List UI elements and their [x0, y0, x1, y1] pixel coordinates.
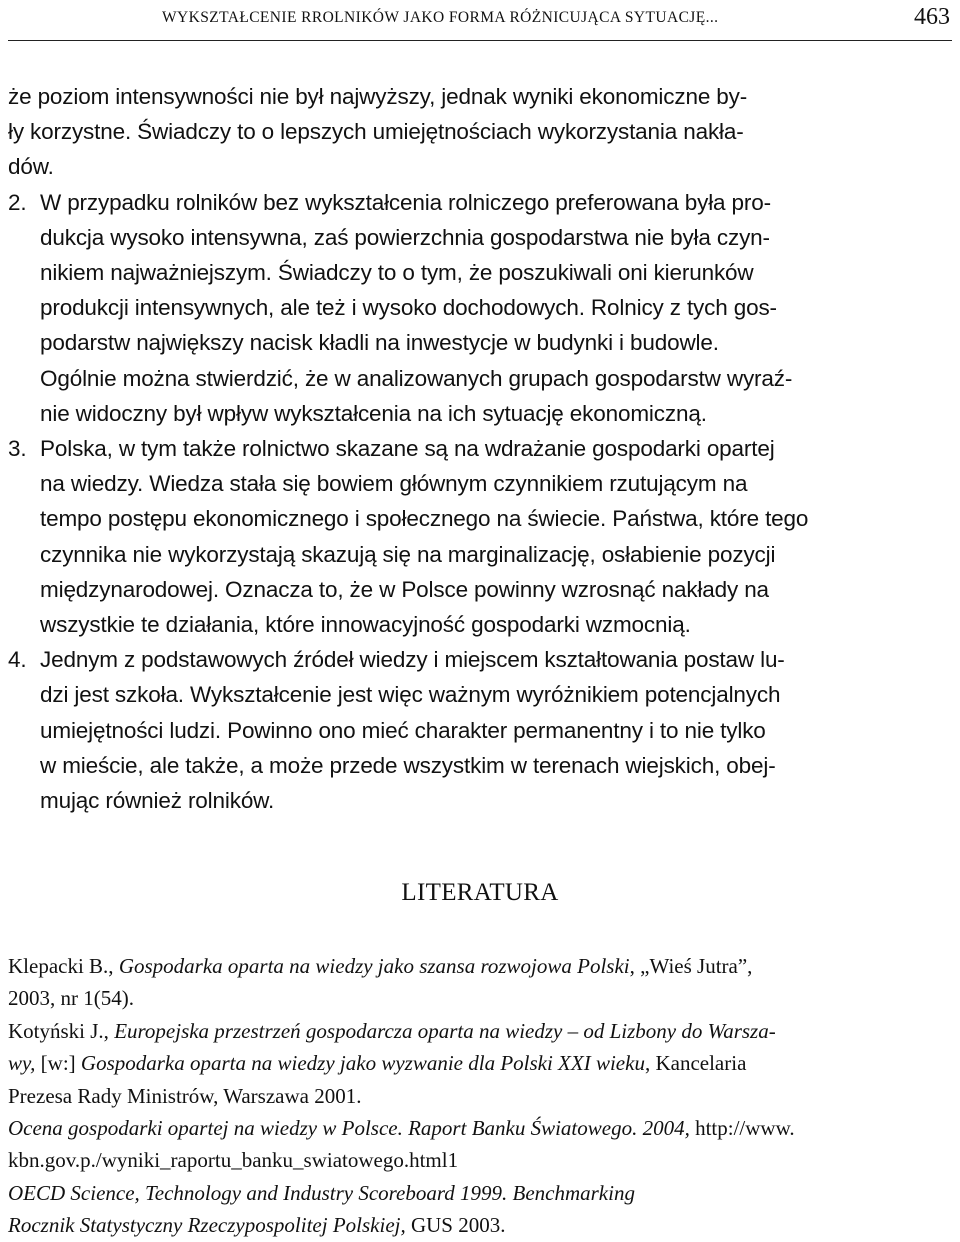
reference-line: [8, 950, 958, 982]
reference-line: Prezesa Rady Ministrów, Warszawa 2001.: [8, 1083, 362, 1108]
reference-title: wy,: [8, 1051, 36, 1076]
reference-klepacki: [8, 950, 958, 1015]
text-line: podarstw największy nacisk kładli na inwestycje w budynki i budowle.: [40, 330, 719, 356]
reference-author: Klepacki B.,: [8, 954, 114, 978]
text-line: wszystkie te działania, które innowacyjność gospodarki wzmocnią.: [40, 612, 691, 638]
text-line: nie widoczny był wpływ wykształcenia na ich sytuację ekonomiczną.: [40, 400, 707, 426]
reference-in: [w:]: [35, 1051, 81, 1076]
text-line: nikiem najważniejszym. Świadczy to o tym, że poszukiwali oni kierunków: [40, 260, 754, 286]
text-line: na wiedzy. Wiedza stała się bowiem głównym czynnikiem rzutującym na: [40, 471, 748, 497]
reference-url-line: kbn.gov.p./wyniki_raportu_banku_swiatowego.html1: [8, 1148, 459, 1173]
text-line: w mieście, ale także, a może przede wszystkim w terenach wiejskich, obej-: [40, 752, 776, 778]
reference-line: [8, 1209, 958, 1241]
item-number: 3.: [8, 436, 27, 462]
text-line: międzynarodowej. Oznacza to, że w Polsce powinny wzrosnąć nakłady na: [40, 576, 769, 602]
text-line: Ogólnie można stwierdzić, że w analizowanych grupach gospodarstw wyraź-: [40, 365, 793, 391]
reference-rocznik: [8, 1209, 958, 1241]
continuation-paragraph: [8, 79, 952, 185]
text-line: dzi jest szkoła. Wykształcenie jest więc ważnym wyróżnikiem potencjalnych: [40, 682, 781, 708]
text-line: W przypadku rolników bez wykształcenia rolniczego preferowana była pro-: [40, 189, 771, 215]
text-line: umiejętności ludzi. Powinno ono mieć charakter permanentny i to nie tylko: [40, 717, 766, 743]
conclusion-item-2: [8, 185, 952, 431]
main-text: [8, 79, 952, 818]
reference-title: Rocznik Statystyczny Rzeczypospolitej Polskiej,: [8, 1213, 406, 1238]
reference-source: , „Wieś Jutra”,: [629, 954, 753, 978]
reference-line: [8, 1112, 958, 1144]
reference-author: Kotyński J.,: [8, 1018, 109, 1043]
reference-publisher: GUS 2003.: [405, 1213, 506, 1238]
reference-book: Gospodarka oparta na wiedzy jako wyzwanie dla Polski XXI wieku: [80, 1051, 645, 1076]
reference-line: [8, 1047, 958, 1079]
text-line: dukcja wysoko intensywna, zaś powierzchnia gospodarstwa nie była czyn-: [40, 224, 770, 250]
bibliography: [8, 950, 958, 1242]
text-line: czynnika nie wykorzystają skazują się na marginalizację, osłabienie pozycji: [40, 541, 776, 567]
text-line: produkcji intensywnych, ale też i wysoko dochodowych. Rolnicy z tych gos-: [40, 295, 777, 321]
reference-title: Gospodarka oparta na wiedzy jako szansa rozwojowa Polski: [118, 954, 630, 978]
reference-oecd: [8, 1177, 958, 1209]
running-title: WYKSZTAŁCENIE RROLNIKÓW JAKO FORMA RÓŻNICUJĄCA SYTUACJĘ...: [162, 9, 719, 26]
item-number: 2.: [8, 189, 27, 215]
text-line: Jednym z podstawowych źródeł wiedzy i miejscem kształtowania postaw lu-: [40, 647, 785, 673]
text-line: dów.: [8, 154, 54, 180]
literature-heading: LITERATURA: [401, 879, 559, 906]
text-line: mując również rolników.: [40, 788, 275, 814]
reference-publisher: , Kancelaria: [644, 1051, 747, 1076]
conclusion-item-3: [8, 431, 952, 642]
text-line: że poziom intensywności nie był najwyższy, jednak wyniki ekonomiczne by-: [8, 84, 748, 109]
conclusion-item-4: [8, 642, 952, 818]
reference-title: OECD Science, Technology and Industry Scoreboard 1999. Benchmarking: [8, 1180, 635, 1205]
reference-ocena: [8, 1112, 958, 1177]
reference-line: [8, 1015, 958, 1047]
item-number: 4.: [8, 647, 27, 673]
running-header: [8, 0, 952, 41]
reference-url: http://www.: [689, 1116, 795, 1141]
reference-kotynski: [8, 1015, 958, 1112]
page-number: 463: [914, 4, 950, 30]
text-line: tempo postępu ekonomicznego i społecznego na świecie. Państwa, które tego: [40, 506, 809, 532]
text-line: ły korzystne. Świadczy to o lepszych umiejętnościach wykorzystania nakła-: [8, 119, 744, 145]
reference-title: Ocena gospodarki opartej na wiedzy w Polsce. Raport Banku Światowego. 2004,: [8, 1116, 690, 1141]
text-line: Polska, w tym także rolnictwo skazane są na wdrażanie gospodarki opartej: [40, 436, 775, 462]
reference-line: 2003, nr 1(54).: [8, 986, 134, 1011]
reference-title: Europejska przestrzeń gospodarcza oparta na wiedzy – od Lizbony do Warsza-: [114, 1018, 776, 1043]
